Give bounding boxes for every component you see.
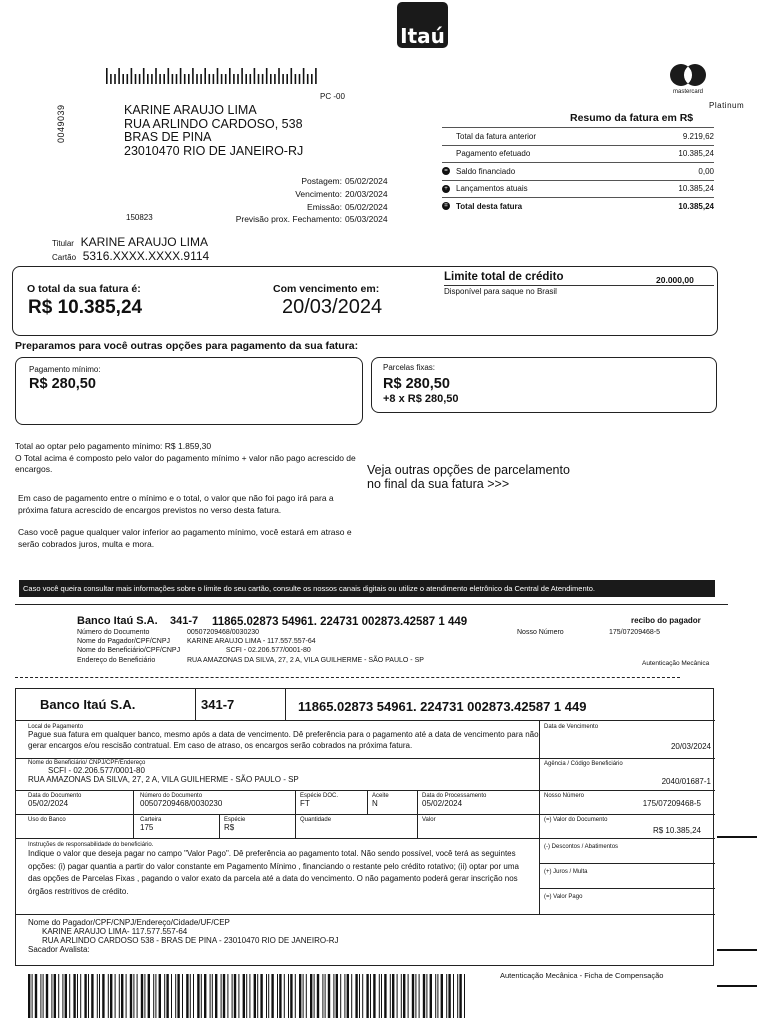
resumo-label: Pagamento efetuado (456, 149, 531, 159)
valor-pago-cell (540, 889, 715, 915)
descontos-label: (-) Descontos / Abatimentos (544, 844, 619, 850)
carteira-cell (134, 815, 220, 839)
titular-name: KARINE ARAUJO LIMA (80, 235, 208, 249)
titular-block (52, 236, 209, 264)
recibo-value: KARINE ARAUJO LIMA - 117.557.557-64 (187, 638, 316, 646)
beneficiario-cell (16, 759, 540, 791)
nosso-numero-cell (540, 791, 715, 815)
agencia-value: 2040/01687-1 (661, 777, 711, 786)
pagador-label: Nome do Pagador/CPF/CNPJ/Endereço/Cidade/UF/CEP (28, 918, 230, 927)
margin-mark (717, 985, 757, 987)
info-banner: Caso você queira consultar mais informações sobre o limite do seu cartão, consulte os nossos canais digitais ou utilize o atendimento eletrônico da Central de Atendimento. (19, 580, 715, 597)
recibo-nosso-value: 175/07209468-5 (609, 629, 660, 636)
num-doc-value: 00507209468/0030230 (140, 799, 223, 808)
equals-icon: = (442, 167, 450, 175)
data-proc-cell (418, 791, 540, 815)
recibo-value: RUA AMAZONAS DA SILVA, 27, 2 A, VILA GUILHERME - SÃO PAULO - SP (187, 656, 424, 664)
especie-doc-label: Espécie DOC. (300, 793, 339, 799)
card-brand: mastercard (672, 89, 703, 95)
recibo-nosso-label: Nosso Número (517, 629, 564, 636)
recibo-label: Nome do Beneficiário/CPF/CNPJ (77, 647, 181, 655)
resumo-value: 10.385,24 (678, 184, 714, 194)
address-line: BRAS DE PINA (124, 130, 212, 144)
itau-logo: Itaú (397, 2, 448, 48)
resumo-label: Lançamentos atuais (456, 184, 528, 194)
code-150823: 150823 (126, 213, 153, 222)
resumo-label: Total desta fatura (456, 201, 523, 211)
valor-doc-cell (540, 815, 715, 839)
juros-cell (540, 864, 715, 889)
nosso-numero-label: Nosso Número (544, 793, 585, 799)
recibo-label: Número do Documento (77, 629, 150, 636)
agencia-label: Agência / Código Beneficiário (544, 761, 623, 767)
instrucoes-label: Instruções de responsabilidade do beneficiário. (28, 842, 154, 848)
postal-barcode (106, 68, 321, 84)
beneficiario-line: RUA AMAZONAS DA SILVA, 27, 2 A, VILA GUILHERME - SÃO PAULO - SP (28, 775, 299, 784)
card-number: 5316.XXXX.XXXX.9114 (82, 249, 210, 263)
minimum-payment-label: Pagamento mínimo: (29, 365, 101, 374)
quantidade-cell (296, 815, 418, 839)
vencimento-cell (540, 721, 715, 759)
vencimento-value: 20/03/2024 (670, 742, 711, 751)
aceite-label: Aceite (372, 793, 389, 799)
dates-block (230, 175, 388, 226)
especie-cell (220, 815, 296, 839)
valor-cell (418, 815, 540, 839)
ficha-bank: Banco Itaú S.A. (16, 689, 196, 721)
recibo-details (77, 628, 424, 665)
minimum-total-desc: O Total acima é composto pelo valor do pagamento mínimo + valor não pago acrescido de encargos. (15, 452, 356, 474)
divider (15, 604, 728, 605)
fixed-installments-label: Parcelas fixas: (383, 363, 436, 372)
quantidade-label: Quantidade (300, 817, 332, 823)
address-line: 23010470 RIO DE JANEIRO-RJ (124, 143, 304, 158)
due-date-value: 20/03/2024 (282, 296, 383, 318)
address-line: RUA ARLINDO CARDOSO, 538 (124, 116, 303, 131)
aceite-value: N (372, 799, 378, 808)
resumo-table (442, 127, 714, 215)
pc-code: PC -00 (320, 92, 345, 101)
date-label: Postagem: (301, 176, 342, 186)
ficha-bank-code: 341-7 (196, 689, 286, 721)
boleto-barcode (28, 974, 470, 1018)
ficha-autenticacao: Autenticação Mecânica - Ficha de Compensação (500, 971, 664, 980)
cartao-label: Cartão (52, 253, 77, 262)
recibo-bank-code: 341-7 (170, 615, 199, 627)
plus-icon: + (442, 185, 450, 193)
data-proc-label: Data do Processamento (422, 793, 487, 799)
carteira-label: Carteira (140, 817, 162, 823)
fixed-installments-sub: +8 x R$ 280,50 (383, 393, 459, 405)
date-label: Previsão prox. Fechamento: (235, 214, 342, 225)
address-line: KARINE ARAUJO LIMA (124, 103, 257, 117)
uso-banco-cell (16, 815, 134, 839)
agencia-cell (540, 759, 715, 791)
recibo-linha-digitavel: 11865.02873 54961. 224731 002873.42587 1 449 (212, 616, 468, 628)
options-title: Preparamos para você outras opções para pagamento da sua fatura: (15, 340, 359, 352)
card-tier: Platinum (709, 101, 745, 110)
valor-label: Valor (422, 817, 436, 823)
late-payment-note: Caso você pague qualquer valor inferior ao pagamento mínimo, você estará em atraso e serão cobrados juros, multa e mora. (18, 527, 352, 549)
resumo-row (442, 162, 714, 180)
resumo-value: 10.385,24 (678, 201, 714, 211)
recibo-value: 00507209468/0030230 (187, 629, 260, 636)
resumo-row (442, 127, 714, 145)
resumo-row-total (442, 197, 714, 215)
recibo-bank: Banco Itaú S.A. (77, 615, 158, 627)
pagador-line: KARINE ARAUJO LIMA- 117.577.557-64 (42, 927, 188, 936)
due-date-label: Com vencimento em: (273, 283, 380, 295)
resumo-value: 10.385,24 (678, 149, 714, 159)
fixed-installments-value: R$ 280,50 (383, 376, 450, 392)
resumo-value: 9.219,62 (682, 131, 714, 141)
valor-doc-label: (=) Valor do Documento (544, 817, 608, 823)
credit-limit-sub: Disponível para saque no Brasil (444, 285, 714, 296)
more-options-line: Veja outras opções de parcelamento (367, 463, 570, 477)
local-label: Local de Pagamento (28, 724, 84, 730)
instrucoes-text: Indique o valor que deseja pagar no campo "Valor Pago". Dê preferência ao pagamento total. Não sendo possível, você terá as seguintes opções: (i) pagar quantia a partir do valor constante em Pagamento Mínimo , financiando o restante pelo crédito rotativo; (ii) optar por uma das opções de Parcelas Fixas , pagando o valor exato da parcela até a data do vencimento. O não pagamento poderá gerar inscrição nos órgãos restritivos de crédito. (28, 849, 519, 896)
titular-label: Titular (52, 239, 74, 248)
date-label: Emissão: (307, 201, 342, 212)
date-label: Vencimento: (295, 188, 342, 199)
instrucoes-cell (16, 839, 540, 915)
date-value: 20/03/2024 (345, 188, 388, 199)
pagador-cell (16, 915, 715, 965)
recibo-title: recibo do pagador (631, 616, 701, 625)
recibo-label: Nome do Pagador/CPF/CNPJ (77, 638, 170, 646)
partial-payment-note: Em caso de pagamento entre o mínimo e o total, o valor que não foi pago irá para a próxima fatura acrescido de encargos previstos no verso desta fatura. (18, 493, 334, 515)
local-text: Pague sua fatura em qualquer banco, mesmo após a data de vencimento. Dê preferência para o pagamento até a data de vencimento para não gerar encargos e/ou rescisão contratual. Em caso de atraso, os encargos serão cobrados na próxima fatura. (28, 730, 539, 750)
num-doc-label: Número do Documento (140, 793, 203, 799)
descontos-cell (540, 839, 715, 864)
recipient-address (124, 104, 303, 158)
resumo-row (442, 180, 714, 198)
resumo-row (442, 145, 714, 163)
beneficiario-line: SCFI - 02.206.577/0001-80 (48, 766, 145, 775)
nosso-numero-value: 175/07209468-5 (642, 799, 701, 808)
sacador-label: Sacador Avalista: (28, 945, 90, 954)
num-doc-cell (134, 791, 296, 815)
especie-label: Espécie (224, 817, 246, 823)
total-label: O total da sua fatura é: (27, 283, 141, 295)
especie-doc-value: FT (300, 799, 310, 808)
aceite-cell (368, 791, 418, 815)
data-doc-label: Data do Documento (28, 793, 82, 799)
more-options-line: no final da sua fatura >>> (367, 477, 510, 491)
data-doc-value: 05/02/2024 (28, 799, 69, 808)
date-value: 05/03/2024 (345, 214, 388, 225)
especie-doc-cell (296, 791, 368, 815)
uso-banco-label: Uso do Banco (28, 817, 66, 823)
local-pagamento-cell (16, 721, 540, 759)
minimum-payment-value: R$ 280,50 (29, 376, 96, 392)
data-proc-value: 05/02/2024 (422, 799, 463, 808)
resumo-label: Saldo financiado (456, 166, 516, 176)
margin-mark (717, 949, 757, 951)
valor-pago-label: (=) Valor Pago (544, 894, 583, 900)
minimum-total-note (15, 441, 360, 476)
ficha-compensacao (15, 688, 714, 966)
data-doc-cell (16, 791, 134, 815)
carteira-value: 175 (140, 823, 154, 832)
recibo-label: Endereço do Beneficiário (77, 656, 156, 664)
valor-doc-value: R$ 10.385,24 (652, 826, 701, 835)
vertical-code: 0049039 (56, 104, 66, 143)
date-value: 05/02/2024 (345, 201, 388, 212)
resumo-title: Resumo da fatura em R$ (570, 112, 694, 124)
more-options-note (367, 463, 570, 491)
beneficiario-label: Nome do Beneficiário/ CNPJ/CPF/Endereço (28, 760, 146, 766)
recibo-autenticacao: Autenticação Mecânica (642, 660, 710, 667)
juros-label: (+) Juros / Multa (544, 869, 588, 875)
margin-mark (717, 836, 757, 838)
pagador-line: RUA ARLINDO CARDOSO 538 - BRAS DE PINA - 23010470 RIO DE JANEIRO-RJ (42, 936, 339, 945)
credit-limit-value: 20.000,00 (656, 275, 694, 285)
date-value: 05/02/2024 (345, 176, 388, 186)
total-value: R$ 10.385,24 (28, 297, 143, 318)
credit-limit-label: Limite total de crédito (444, 271, 564, 283)
resumo-label: Total da fatura anterior (456, 131, 537, 141)
minimum-total: Total ao optar pelo pagamento mínimo: R$ 1.859,30 (15, 441, 212, 451)
recibo-value: SCFI - 02.206.577/0001-80 (187, 647, 311, 655)
vencimento-label: Data de Vencimento (544, 724, 599, 730)
resumo-value: 0,00 (698, 166, 714, 176)
equals-icon: = (442, 202, 450, 210)
ficha-linha-digitavel: 11865.02873 54961. 224731 002873.42587 1 449 (286, 689, 715, 721)
cut-line (15, 677, 680, 678)
especie-value: R$ (224, 823, 235, 832)
